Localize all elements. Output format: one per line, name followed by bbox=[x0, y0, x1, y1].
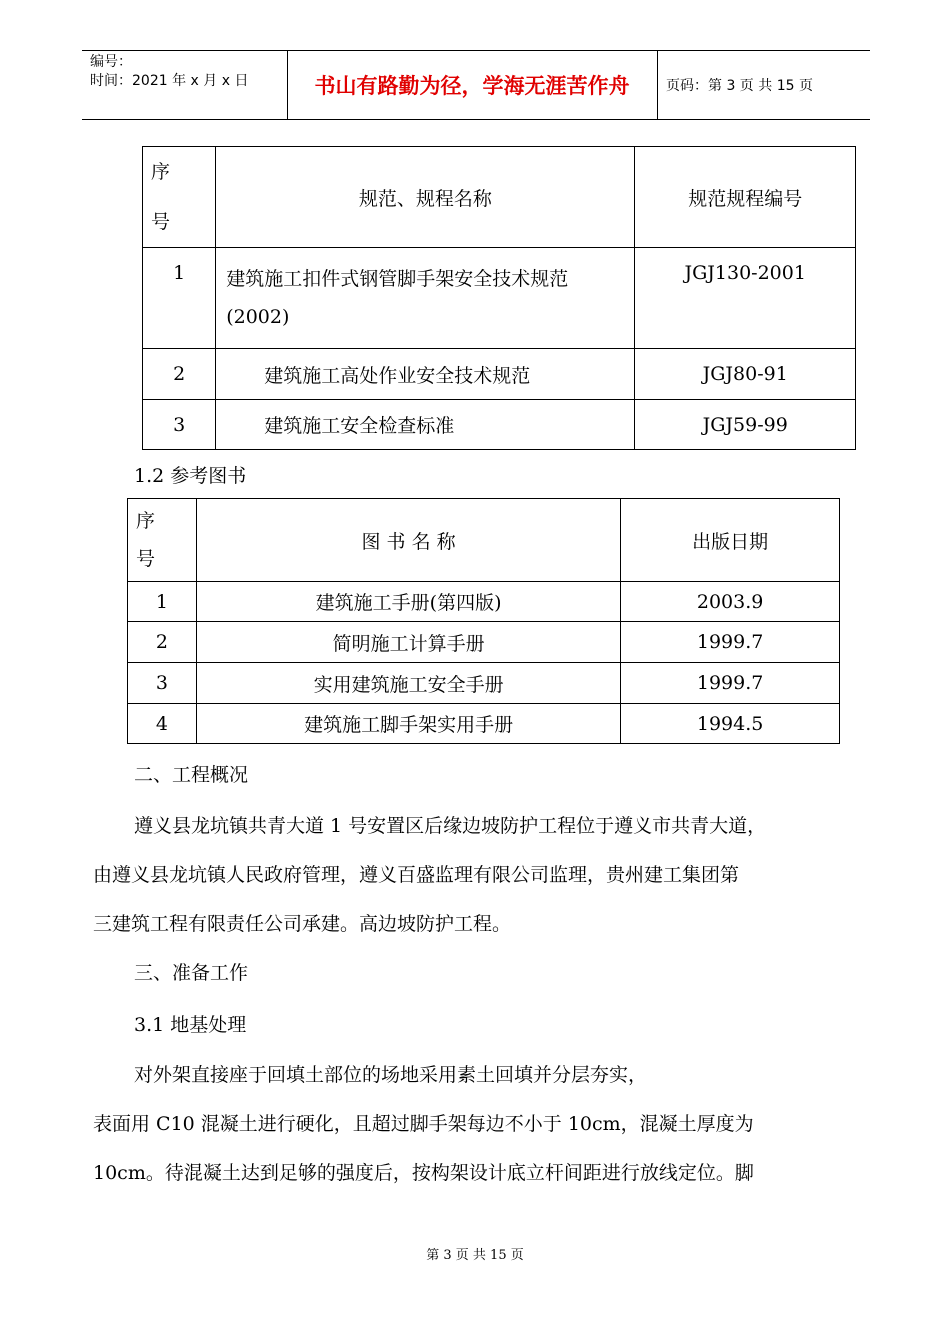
col-header-code: 规范规程编号 bbox=[635, 147, 856, 248]
row-name: 简明施工计算手册 bbox=[196, 622, 620, 663]
header-meta bbox=[90, 53, 248, 91]
row-no: 1 bbox=[143, 248, 216, 349]
table-row bbox=[128, 704, 840, 744]
table-row bbox=[128, 582, 840, 622]
col-header-no: 序 号 bbox=[128, 499, 197, 582]
row-no: 3 bbox=[128, 663, 197, 704]
section-heading: 1.2 参考图书 bbox=[134, 465, 247, 487]
row-date: 2003.9 bbox=[621, 582, 840, 622]
paragraph-line: 表面用 C10 混凝土进行硬化，且超过脚手架每边不小于 10cm，混凝土厚度为 bbox=[93, 1113, 754, 1135]
row-no: 2 bbox=[128, 622, 197, 663]
header-page-number: 页码：第 3 页 共 15 页 bbox=[666, 78, 813, 94]
table-row bbox=[143, 349, 856, 400]
col-header-name: 图 书 名 称 bbox=[196, 499, 620, 582]
table-row bbox=[128, 663, 840, 704]
header-motto: 书山有路勤为径，学海无涯苦作舟 bbox=[314, 74, 630, 98]
books-table bbox=[127, 498, 840, 744]
table-header-row bbox=[128, 499, 840, 582]
row-date: 1999.7 bbox=[621, 622, 840, 663]
col-header-no: 序 号 bbox=[143, 147, 216, 248]
paragraph-line: 由遵义县龙坑镇人民政府管理，遵义百盛监理有限公司监理，贵州建工集团第 bbox=[93, 864, 740, 886]
row-code: JGJ130-2001 bbox=[635, 248, 856, 349]
row-code: JGJ80-91 bbox=[635, 349, 856, 400]
col-header-name: 规范、规程名称 bbox=[216, 147, 635, 248]
table-row bbox=[143, 248, 856, 349]
row-no: 4 bbox=[128, 704, 197, 744]
row-no: 3 bbox=[143, 400, 216, 450]
time-label: 时间：2021 年 x 月 x 日 bbox=[90, 73, 249, 89]
standards-table bbox=[142, 146, 856, 450]
table-row bbox=[128, 622, 840, 663]
row-name: 建筑施工手册(第四版) bbox=[196, 582, 620, 622]
section-heading: 三、准备工作 bbox=[134, 962, 249, 984]
paragraph-line: 10cm。待混凝土达到足够的强度后，按构架设计底立杆间距进行放线定位。脚 bbox=[93, 1162, 754, 1184]
col-header-date: 出版日期 bbox=[621, 499, 840, 582]
row-date: 1994.5 bbox=[621, 704, 840, 744]
header-divider bbox=[657, 51, 658, 119]
row-code: JGJ59-99 bbox=[635, 400, 856, 450]
paragraph-line: 三建筑工程有限责任公司承建。高边坡防护工程。 bbox=[93, 913, 512, 935]
paragraph-line: 对外架直接座于回填土部位的场地采用素土回填并分层夯实， bbox=[134, 1064, 648, 1086]
page-header bbox=[82, 50, 870, 120]
section-heading: 二、工程概况 bbox=[134, 764, 249, 786]
section-heading: 3.1 地基处理 bbox=[134, 1014, 247, 1036]
page-footer: 第 3 页 共 15 页 bbox=[426, 1248, 524, 1263]
row-name: 建筑施工安全检查标准 bbox=[216, 400, 635, 450]
row-no: 2 bbox=[143, 349, 216, 400]
table-header-row bbox=[143, 147, 856, 248]
serial-label: 编号： bbox=[90, 54, 132, 70]
row-no: 1 bbox=[128, 582, 197, 622]
row-date: 1999.7 bbox=[621, 663, 840, 704]
row-name: 建筑施工脚手架实用手册 bbox=[196, 704, 620, 744]
row-name: 建筑施工高处作业安全技术规范 bbox=[216, 349, 635, 400]
row-name: 实用建筑施工安全手册 bbox=[196, 663, 620, 704]
row-name: 建筑施工扣件式钢管脚手架安全技术规范(2002) bbox=[216, 248, 635, 349]
paragraph-line: 遵义县龙坑镇共青大道 1 号安置区后缘边坡防护工程位于遵义市共青大道， bbox=[134, 815, 767, 837]
table-row bbox=[143, 400, 856, 450]
